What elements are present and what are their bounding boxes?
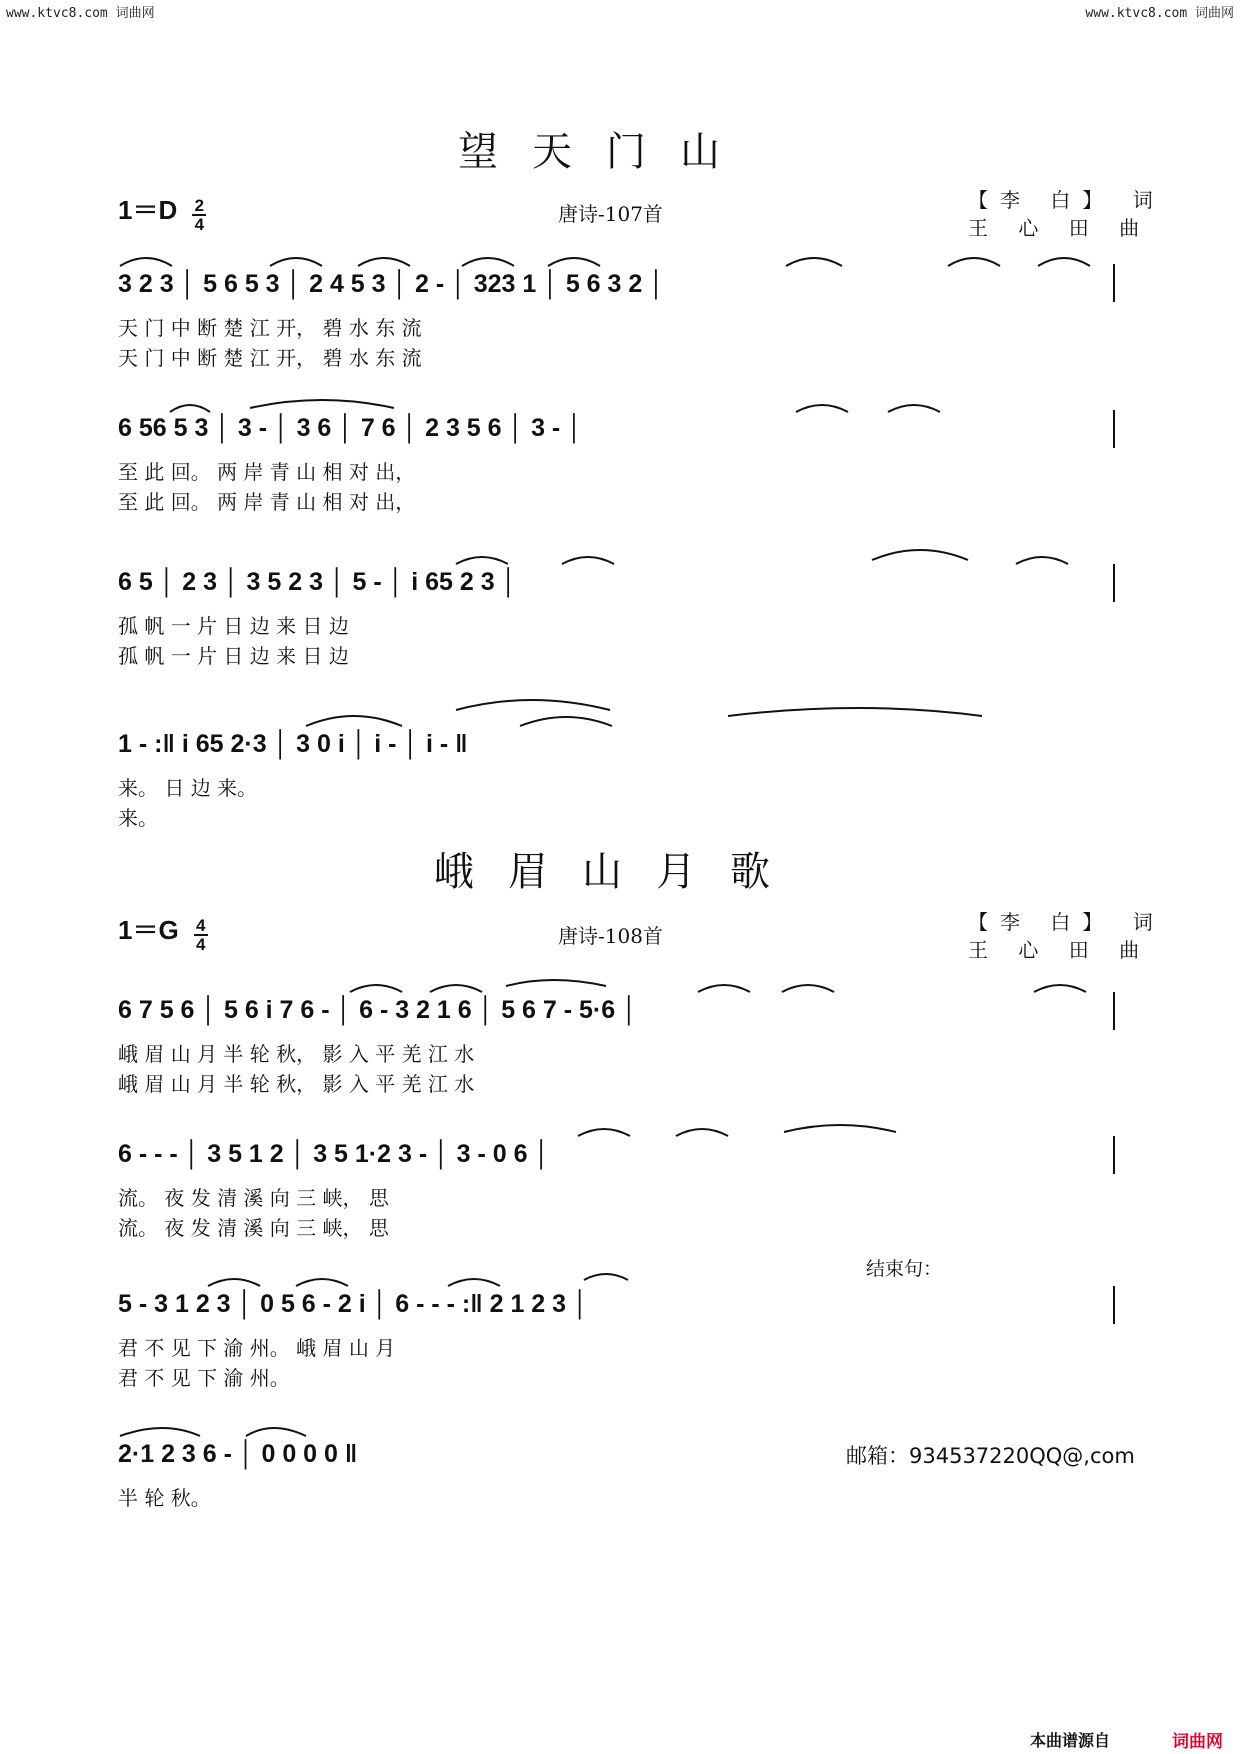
song2-key: 1＝G — [118, 915, 179, 945]
song2-system2-lyrics1: 流。 夜 发 清 溪 向 三 峡， 思 — [118, 1186, 389, 1210]
header-left[interactable]: www.ktvc8.com 词曲网 — [6, 6, 155, 21]
email: 邮箱：934537220QQ@,com — [846, 1444, 1135, 1468]
song2-system1-lyrics1: 峨 眉 山 月 半 轮 秋， 影 入 平 羌 江 水 — [118, 1042, 475, 1066]
song1-system2-lyrics2: 至 此 回。 两 岸 青 山 相 对 出， — [118, 490, 416, 514]
song1-system3-notes: 6 5 │ 2 3 │ 3 5 2 3 │ 5 - │ i 65 2 3 │ — [118, 568, 518, 596]
song2-system4-lyrics1: 半 轮 秋。 — [118, 1486, 211, 1510]
song1-key: 1＝D — [118, 195, 178, 225]
song2-system4-notes: 2·1 2 3 6 - │ 0 0 0 0 ‖ — [118, 1440, 358, 1468]
meter-bottom: 4 — [196, 934, 206, 954]
song2-subtitle: 唐诗-108首 — [558, 924, 663, 948]
ending-label: 结束句： — [866, 1258, 943, 1280]
meter-top: 2 — [194, 195, 205, 215]
song1-system3-lyrics1: 孤 帆 一 片 日 边 来 日 边 — [118, 614, 349, 638]
meter-top: 4 — [196, 915, 206, 935]
song1-composer: 王 心 田 曲 — [968, 216, 1152, 240]
song2-system3-lyrics2: 君 不 见 下 渝 州。 — [118, 1366, 290, 1390]
song2-lyricist: 【李 白】 词 — [968, 910, 1165, 934]
song2-system2-lyrics2: 流。 夜 发 清 溪 向 三 峡， 思 — [118, 1216, 389, 1240]
song1-subtitle: 唐诗-107首 — [558, 202, 663, 226]
song1-system1-lyrics1: 天 门 中 断 楚 江 开， 碧 水 东 流 — [118, 316, 422, 340]
footer-source: 本曲谱源自 — [1030, 1731, 1111, 1750]
song2-system2-notes: 6 - - - │ 3 5 1 2 │ 3 5 1·2 3 - │ 3 - 0 6 │ — [118, 1140, 551, 1168]
song1-system3-lyrics2: 孤 帆 一 片 日 边 来 日 边 — [118, 644, 349, 668]
song1-system4-lyrics2: 来。 — [118, 806, 158, 830]
song1-system2-notes: 6 56 5 3 │ 3 - │ 3 6 │ 7 6 │ 2 3 5 6 │ 3 - │ — [118, 414, 583, 442]
song1-system4-notes: 1 - :‖ i 65 2·3 │ 3 0 i │ i - │ i - ‖ — [118, 730, 468, 758]
song1-system4-lyrics1: 来。 日 边 来。 — [118, 776, 258, 800]
song2-system3-lyrics1: 君 不 见 下 渝 州。 峨 眉 山 月 — [118, 1336, 396, 1360]
song2-system3-notes: 5 - 3 1 2 3 │ 0 5 6 - 2 i │ 6 - - - :‖ 2 1 2 3 │ — [118, 1290, 589, 1318]
song1-title: 望天门山 — [458, 129, 754, 175]
song1-system1-notes: 3 2 3 │ 5 6 5 3 │ 2 4 5 3 │ 2 - │ 323 1 │ 5 6 3 2 │ — [118, 270, 665, 298]
song2-system1-lyrics2: 峨 眉 山 月 半 轮 秋， 影 入 平 羌 江 水 — [118, 1072, 475, 1096]
song2-title: 峨眉山月歌 — [434, 849, 804, 895]
header-right[interactable]: www.ktvc8.com 词曲网 — [1085, 6, 1234, 21]
song1-lyricist: 【李 白】 词 — [968, 188, 1165, 212]
footer-logo[interactable]: 词曲网 — [1172, 1732, 1223, 1752]
song2-system1-notes: 6 7 5 6 │ 5 6 i 7 6 - │ 6 - 3 2 1 6 │ 5 6 7 - 5·6 │ — [118, 996, 638, 1024]
meter-bottom: 4 — [194, 214, 205, 234]
song2-composer: 王 心 田 曲 — [968, 938, 1152, 962]
song1-system1-lyrics2: 天 门 中 断 楚 江 开， 碧 水 东 流 — [118, 346, 422, 370]
song1-system2-lyrics1: 至 此 回。 两 岸 青 山 相 对 出， — [118, 460, 416, 484]
